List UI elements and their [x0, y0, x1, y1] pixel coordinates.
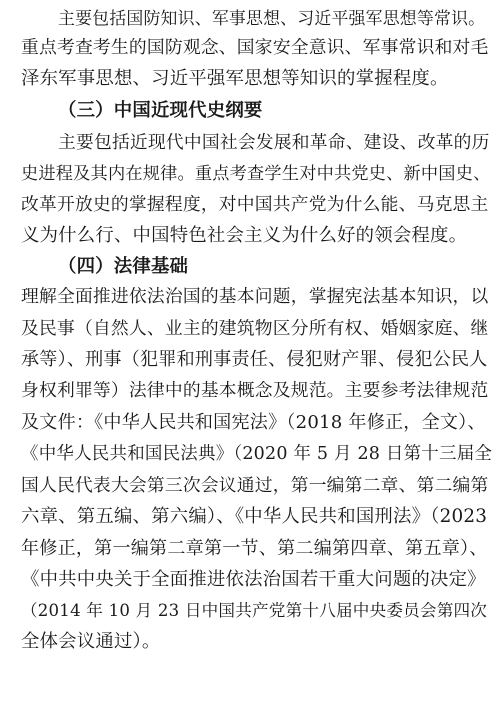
paragraph-line: 六章、第五编、第六编）、《中华人民共和国刑法》（2023 [21, 506, 488, 527]
paragraph-line: 主要包括近现代中国社会发展和革命、建设、改革的历 [58, 132, 490, 153]
paragraph-line: 义为什么行、中国特色社会主义为什么好的领会程度。 [21, 225, 468, 246]
paragraph-line: 理解全面推进依法治国的基本问题，掌握宪法基本知识，以 [21, 286, 489, 307]
paragraph-line: 《中华人民共和国民法典》（2020 年 5 月 28 日第十三届全 [21, 444, 493, 464]
paragraph-line: 及文件：《中华人民共和国宪法》（2018 年修正，全文）、 [21, 412, 486, 433]
paragraph-line: 史进程及其内在规律。重点考查学生对中共党史、新中国史、 [21, 164, 491, 184]
paragraph-line: 改革开放史的掌握程度，对中国共产党为什么能、马克思主 [21, 194, 489, 215]
section-heading: （四）法律基础 [58, 256, 189, 277]
paragraph-line: 身权利罪等）法律中的基本概念及规范。主要参考法律规范 [21, 380, 489, 401]
section-heading: （三）中国近现代史纲要 [58, 100, 263, 121]
paragraph-line: 《中共中央关于全面推进依法治国若干重大问题的决定》 [21, 569, 486, 590]
paragraph-line: 及民事（自然人、业主的建筑物区分所有权、婚姻家庭、继 [21, 318, 489, 339]
paragraph-line: 国人民代表大会第三次会议通过，第一编第二章、第二编第 [21, 475, 489, 496]
paragraph-line: （2014 年 10 月 23 日中国共产党第十八届中央委员会第四次 [21, 601, 488, 620]
paragraph-line: 年修正，第一编第二章第一节、第二编第四章、第五章）、 [21, 538, 488, 559]
paragraph-line: 主要包括国防知识、军事思想、习近平强军思想等常识。 [58, 8, 486, 28]
paragraph-line: 承等）、刑事（犯罪和刑事责任、侵犯财产罪、侵犯公民人 [21, 349, 488, 370]
paragraph-line: 重点考查考生的国防观念、国家安全意识、军事常识和对毛 [21, 37, 489, 58]
paragraph-line: 泽东军事思想、习近平强军思想等知识的掌握程度。 [21, 68, 449, 89]
paragraph-line: 全体会议通过）。 [21, 631, 161, 652]
